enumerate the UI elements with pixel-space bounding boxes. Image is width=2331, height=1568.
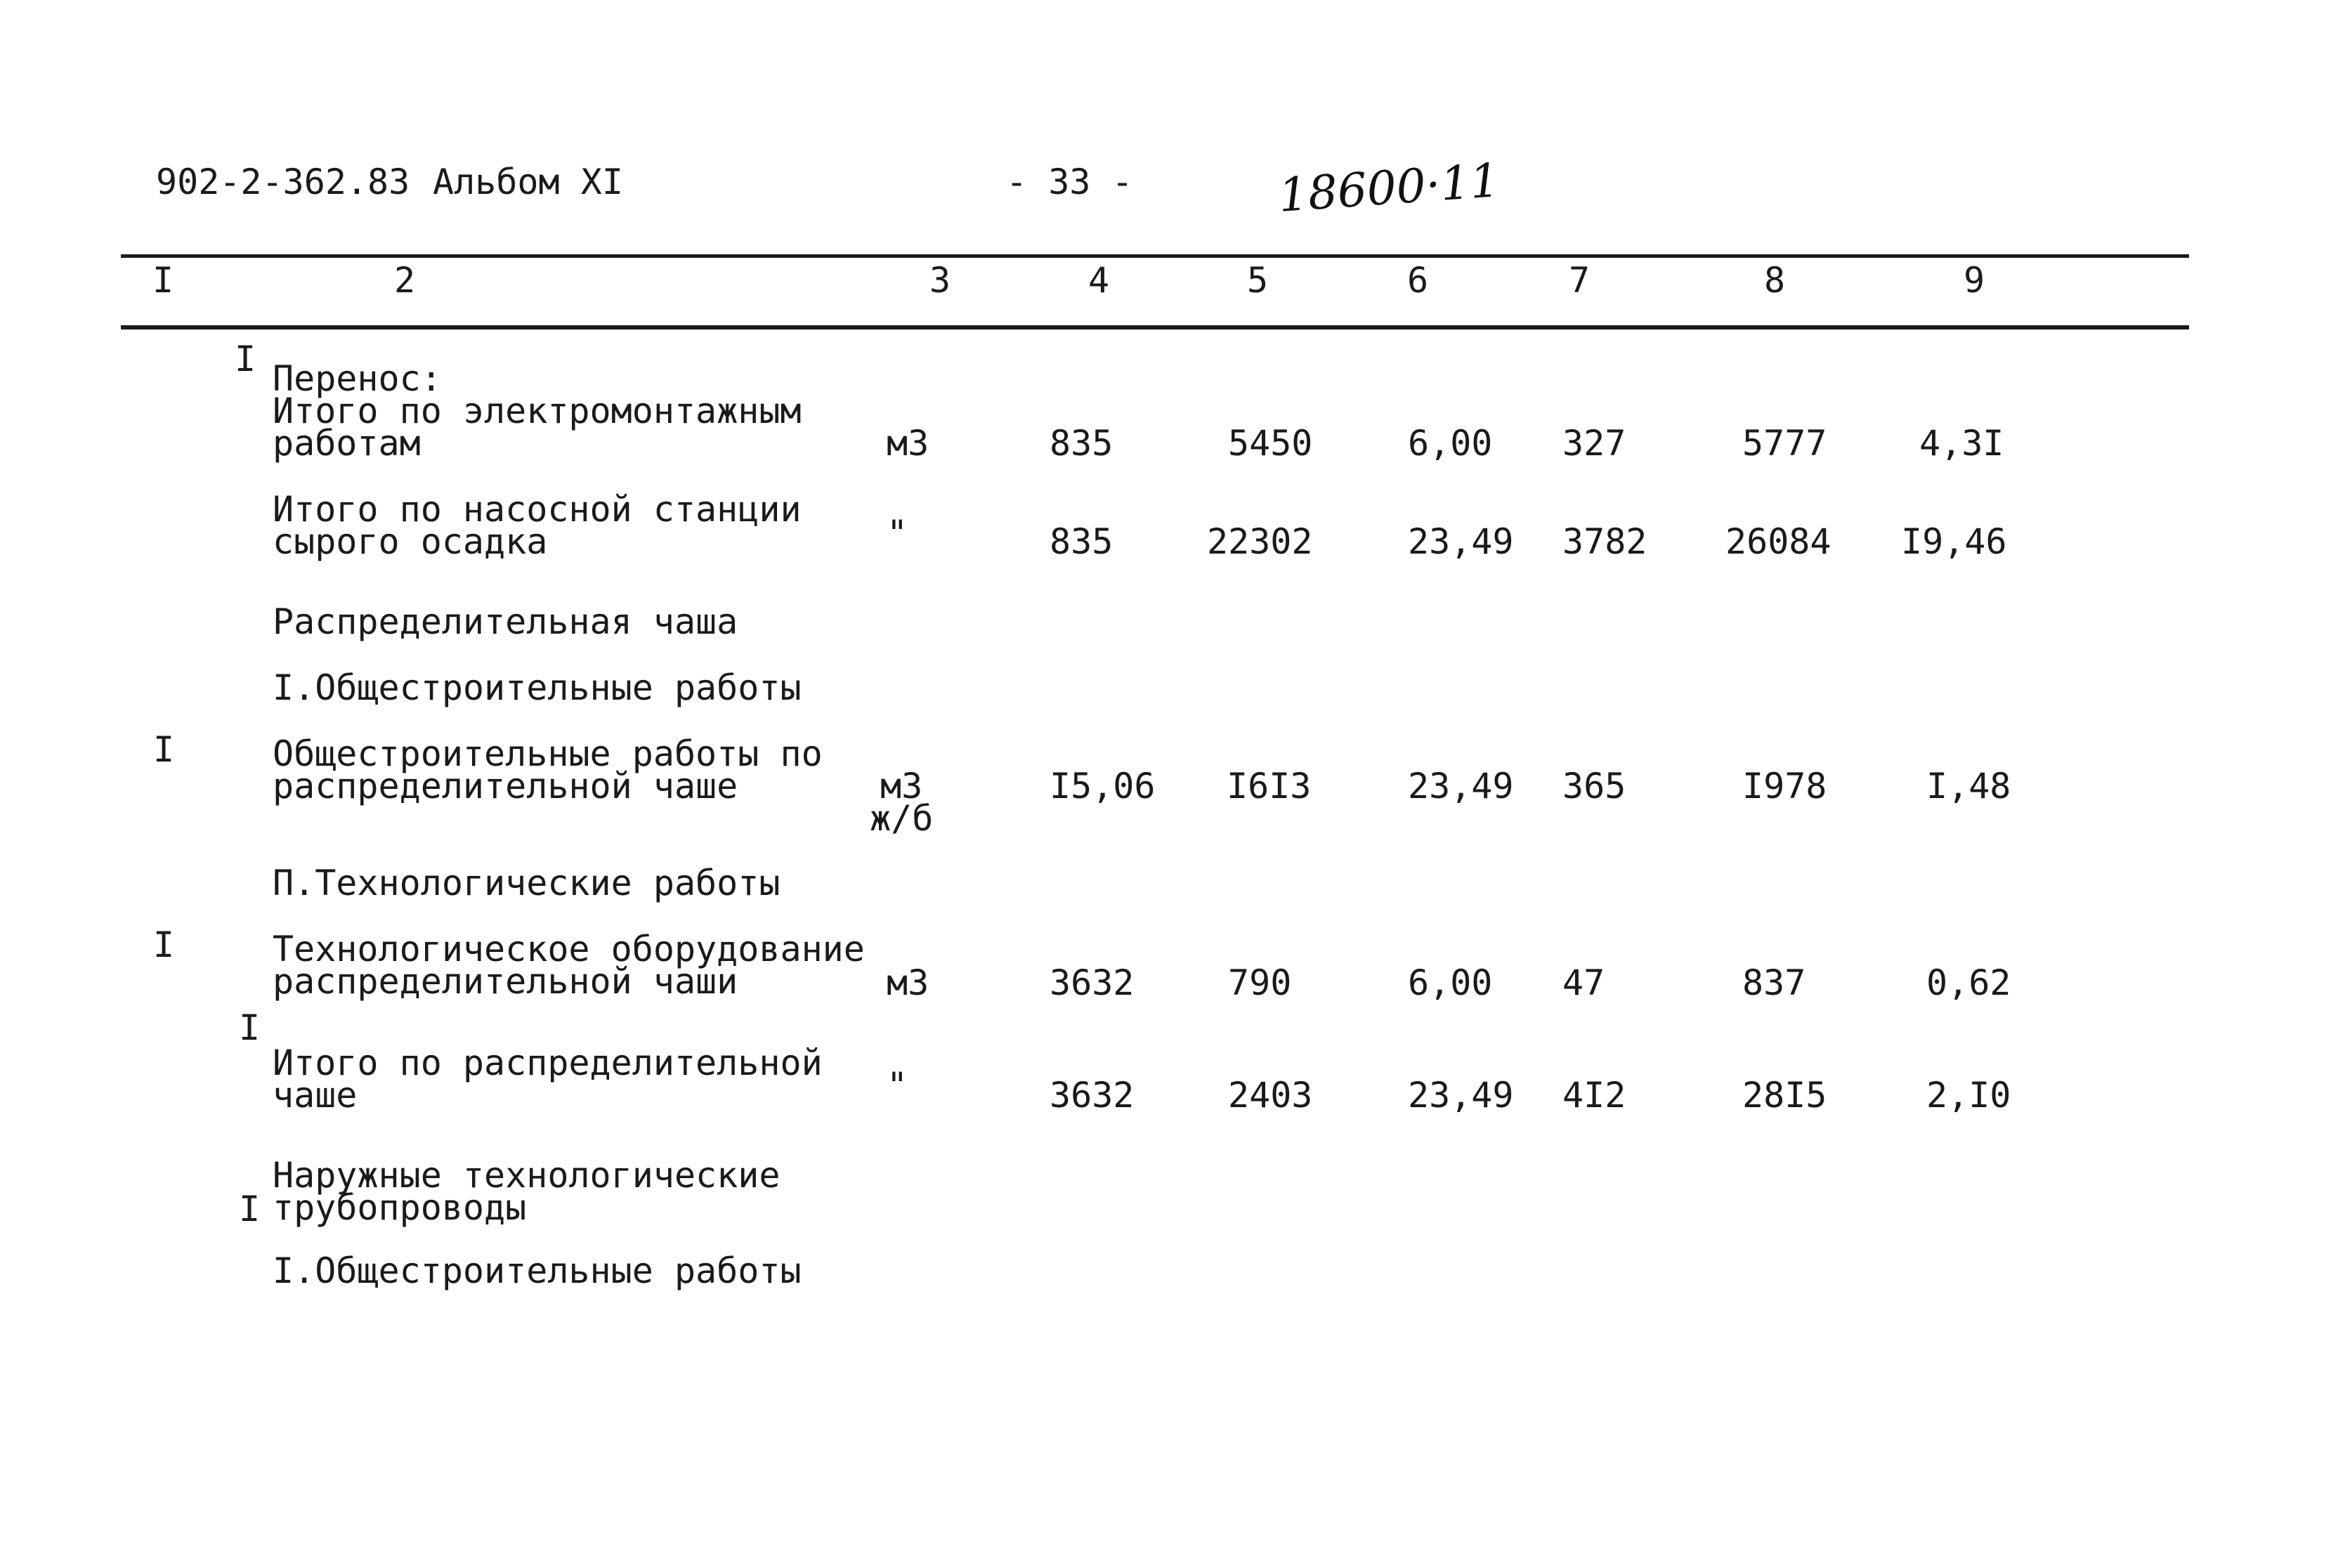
- row-c6: 23,49: [1408, 1075, 1514, 1116]
- handwritten-note: 18600·11: [1276, 153, 1501, 223]
- row-c8: 5777: [1742, 423, 1827, 464]
- row-c6: 23,49: [1408, 766, 1514, 806]
- section-heading: I.Общестроительные работы: [273, 1250, 802, 1291]
- row-c4: 3632: [1050, 1075, 1135, 1116]
- row-c5: 2403: [1228, 1075, 1313, 1116]
- row-c5: 22302: [1207, 521, 1313, 562]
- row-c9: 2,I0: [1926, 1075, 2011, 1116]
- page-number: - 33 -: [1006, 162, 1133, 202]
- section-heading: I.Общестроительные работы: [273, 667, 802, 708]
- row-c4: 835: [1050, 423, 1114, 464]
- row-marker: I: [239, 1189, 261, 1229]
- row-unit: м3 ж/б: [870, 766, 934, 839]
- row-c9: 4,3I: [1919, 423, 2004, 464]
- row-c7: 4I2: [1562, 1075, 1626, 1116]
- row-c5: I6I3: [1227, 766, 1312, 806]
- row-c8: I978: [1742, 766, 1827, 806]
- album-label: Альбом XI: [433, 162, 623, 202]
- row-c5: 5450: [1228, 423, 1313, 464]
- row-c7: 47: [1562, 962, 1605, 1003]
- row-c6: 23,49: [1408, 521, 1514, 562]
- row-description: Общестроительные работы по распределительной чаше: [273, 733, 823, 806]
- row-marker: I: [239, 1007, 261, 1048]
- row-unit: м3: [887, 423, 929, 464]
- row-description: Итого по распределительной чаше: [273, 1043, 823, 1116]
- row-c5: 790: [1228, 962, 1292, 1003]
- row-unit: м3: [887, 962, 929, 1003]
- row-description: Технологическое оборудование распределительной чаши: [273, 929, 865, 1002]
- row-c7: 365: [1562, 766, 1626, 806]
- row-description: Перенос: Итого по электромонтажным работам: [273, 358, 802, 464]
- row-c8: 837: [1742, 962, 1806, 1003]
- row-unit: ": [887, 513, 908, 554]
- row-c7: 3782: [1562, 521, 1647, 562]
- section-heading: Распределительная чаша: [273, 601, 738, 642]
- section-heading: Наружные технологические трубопроводы: [273, 1155, 781, 1228]
- doc-code: 902-2-362.83: [156, 162, 410, 202]
- row-c6: 6,00: [1408, 423, 1493, 464]
- row-c4: I5,06: [1050, 766, 1156, 806]
- section-heading: П.Технологические работы: [273, 863, 781, 903]
- col-header-8: 8: [1763, 260, 1786, 301]
- col-header-5: 5: [1246, 260, 1269, 301]
- row-description: Итого по насосной станции сырого осадка: [273, 489, 802, 562]
- row-c8: 26084: [1725, 521, 1832, 562]
- row-c9: 0,62: [1926, 962, 2011, 1003]
- col-header-6: 6: [1406, 260, 1429, 301]
- row-marker: I: [235, 339, 256, 379]
- row-c9: I9,46: [1901, 521, 2007, 562]
- col-header-1: I: [152, 260, 174, 301]
- row-marker: I: [153, 925, 175, 965]
- row-c8: 28I5: [1742, 1075, 1827, 1116]
- row-c9: I,48: [1926, 766, 2011, 806]
- row-c4: 835: [1050, 521, 1114, 562]
- table-top-rule: [121, 254, 2189, 258]
- col-header-7: 7: [1568, 260, 1591, 301]
- row-marker: I: [153, 729, 175, 770]
- col-header-2: 2: [393, 260, 416, 301]
- row-c7: 327: [1562, 423, 1626, 464]
- col-header-3: 3: [929, 260, 951, 301]
- table-header-rule: [121, 325, 2189, 329]
- col-header-4: 4: [1088, 260, 1110, 301]
- row-c6: 6,00: [1408, 962, 1493, 1003]
- col-header-9: 9: [1963, 260, 1985, 301]
- row-unit: ": [887, 1065, 908, 1106]
- row-c4: 3632: [1050, 962, 1135, 1003]
